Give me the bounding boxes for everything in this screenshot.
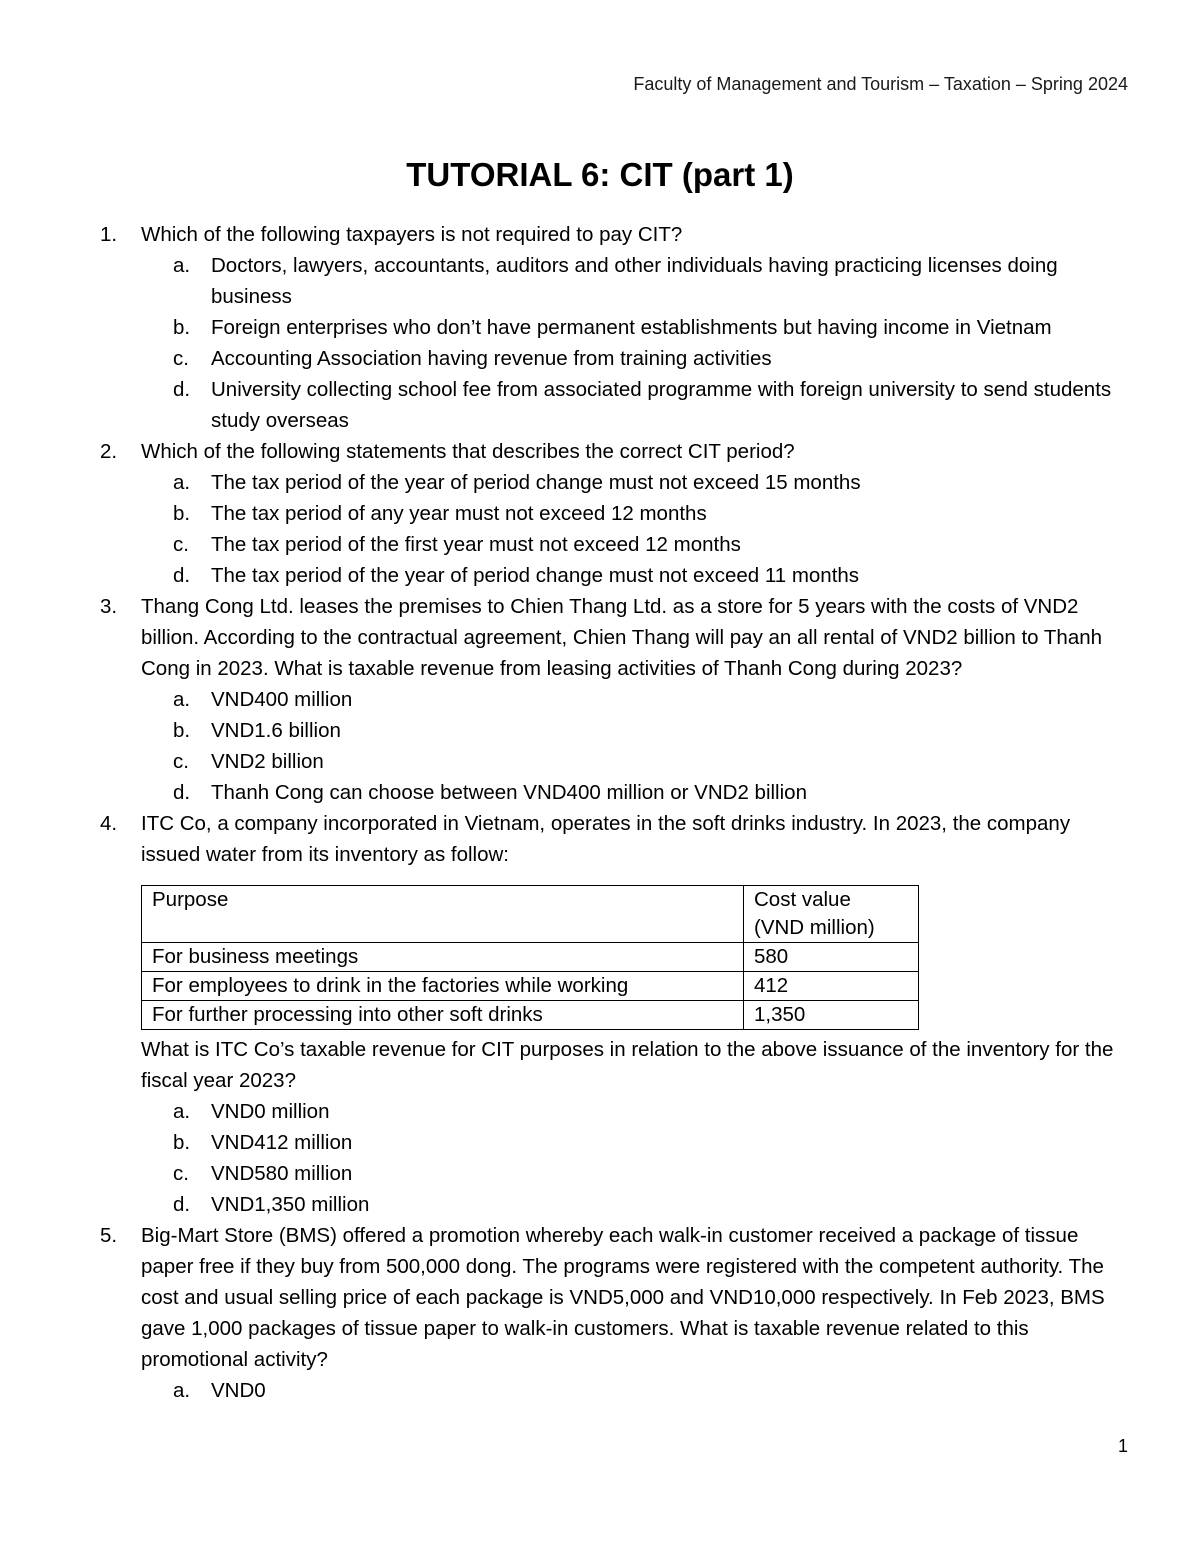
option-3a bbox=[100, 684, 1135, 715]
option-4c bbox=[100, 1158, 1135, 1189]
option-label: a. bbox=[173, 471, 191, 494]
table-cell: For business meetings bbox=[142, 943, 744, 972]
option-label: a. bbox=[173, 688, 191, 711]
question-text: ITC Co, a company incorporated in Vietnam, operates in the soft drinks industry. In 2023, the company issued water from its inventory as follow: bbox=[141, 812, 1071, 866]
option-3c bbox=[100, 746, 1135, 777]
question-number: 4. bbox=[100, 812, 118, 835]
option-label: b. bbox=[173, 719, 191, 742]
question-text: Which of the following taxpayers is not required to pay CIT? bbox=[141, 223, 683, 246]
option-label: d. bbox=[173, 781, 191, 804]
table-row bbox=[142, 972, 919, 1001]
option-label: d. bbox=[173, 378, 191, 401]
page-number: 1 bbox=[1117, 1436, 1128, 1456]
question-2 bbox=[100, 436, 1135, 467]
option-4b bbox=[100, 1127, 1135, 1158]
table-cell: For employees to drink in the factories while working bbox=[142, 972, 744, 1001]
table-cell: For further processing into other soft drinks bbox=[142, 1001, 744, 1030]
option-label: b. bbox=[173, 1131, 191, 1154]
option-1d bbox=[100, 374, 1135, 436]
option-text: VND1.6 billion bbox=[211, 719, 341, 742]
question-number: 3. bbox=[100, 595, 118, 618]
option-text: Thanh Cong can choose between VND400 million or VND2 billion bbox=[211, 781, 807, 804]
option-text: The tax period of the year of period change must not exceed 15 months bbox=[211, 471, 861, 494]
option-2c bbox=[100, 529, 1135, 560]
option-label: c. bbox=[173, 750, 189, 773]
option-label: c. bbox=[173, 347, 189, 370]
option-label: b. bbox=[173, 502, 191, 525]
option-text: VND400 million bbox=[211, 688, 353, 711]
table-header-row bbox=[142, 886, 919, 943]
option-text: VND2 billion bbox=[211, 750, 324, 773]
question-3 bbox=[100, 591, 1135, 684]
option-text: VND0 bbox=[211, 1379, 266, 1402]
option-label: c. bbox=[173, 533, 189, 556]
option-label: c. bbox=[173, 1162, 189, 1185]
option-1b bbox=[100, 312, 1135, 343]
question-4-followup: What is ITC Co’s taxable revenue for CIT purposes in relation to the above issuance of the inventory for the fiscal year 2023? bbox=[141, 1038, 1114, 1092]
option-text: VND0 million bbox=[211, 1100, 330, 1123]
table-header-cell bbox=[744, 886, 919, 943]
option-text: Accounting Association having revenue from training activities bbox=[211, 347, 772, 370]
question-text: Thang Cong Ltd. leases the premises to Chien Thang Ltd. as a store for 5 years with the costs of VND2 billion. According to the contractual agreement, Chien Thang will pay an all rental of VND2 billion to Thanh Cong in 2023. What is taxable revenue from leasing activities of Thanh Cong during 2023? bbox=[141, 595, 1103, 680]
option-text: The tax period of the first year must not exceed 12 months bbox=[211, 533, 741, 556]
table-cell: 580 bbox=[744, 943, 919, 972]
question-1 bbox=[100, 219, 1135, 250]
option-1a bbox=[100, 250, 1135, 312]
option-3b bbox=[100, 715, 1135, 746]
option-2a bbox=[100, 467, 1135, 498]
option-text: VND580 million bbox=[211, 1162, 353, 1185]
option-label: b. bbox=[173, 316, 191, 339]
option-label: a. bbox=[173, 1379, 191, 1402]
question-4 bbox=[100, 808, 1135, 870]
option-5a bbox=[100, 1375, 1135, 1406]
page-header: Faculty of Management and Tourism – Taxation – Spring 2024 bbox=[633, 74, 1128, 94]
question-number: 2. bbox=[100, 440, 118, 463]
inventory-table bbox=[141, 885, 919, 1030]
option-4a bbox=[100, 1096, 1135, 1127]
question-number: 1. bbox=[100, 223, 118, 246]
option-text: VND412 million bbox=[211, 1131, 353, 1154]
question-list bbox=[100, 219, 1135, 1406]
header-line: Cost value bbox=[754, 888, 851, 911]
option-text: The tax period of any year must not exceed 12 months bbox=[211, 502, 707, 525]
question-text: Which of the following statements that describes the correct CIT period? bbox=[141, 440, 795, 463]
option-label: a. bbox=[173, 254, 191, 277]
question-number: 5. bbox=[100, 1224, 118, 1247]
option-text: Foreign enterprises who don’t have permanent establishments but having income in Vietnam bbox=[211, 316, 1052, 339]
option-label: d. bbox=[173, 564, 191, 587]
option-2d bbox=[100, 560, 1135, 591]
table-cell: 1,350 bbox=[744, 1001, 919, 1030]
question-5 bbox=[100, 1220, 1135, 1375]
option-2b bbox=[100, 498, 1135, 529]
option-4d bbox=[100, 1189, 1135, 1220]
table-row bbox=[142, 943, 919, 972]
option-3d bbox=[100, 777, 1135, 808]
option-text: The tax period of the year of period change must not exceed 11 months bbox=[211, 564, 860, 587]
header-line: (VND million) bbox=[754, 916, 875, 939]
option-text: University collecting school fee from associated programme with foreign university to send students study overseas bbox=[211, 378, 1112, 432]
table-row bbox=[142, 1001, 919, 1030]
page-title: TUTORIAL 6: CIT (part 1) bbox=[406, 156, 794, 193]
option-text: VND1,350 million bbox=[211, 1193, 370, 1216]
option-label: d. bbox=[173, 1193, 191, 1216]
option-text: Doctors, lawyers, accountants, auditors and other individuals having practicing licenses doing business bbox=[211, 254, 1058, 308]
table-cell: 412 bbox=[744, 972, 919, 1001]
question-text: Big-Mart Store (BMS) offered a promotion whereby each walk-in customer received a package of tissue paper free if they buy from 500,000 dong. The programs were registered with the competent authority. The cost and usual selling price of each package is VND5,000 and VND10,000 respectively. In Feb 2023, BMS gave 1,000 packages of tissue paper to walk-in customers. What is taxable revenue related to this promotional activity? bbox=[141, 1224, 1105, 1371]
option-label: a. bbox=[173, 1100, 191, 1123]
option-1c bbox=[100, 343, 1135, 374]
table-header-cell: Purpose bbox=[142, 886, 744, 943]
